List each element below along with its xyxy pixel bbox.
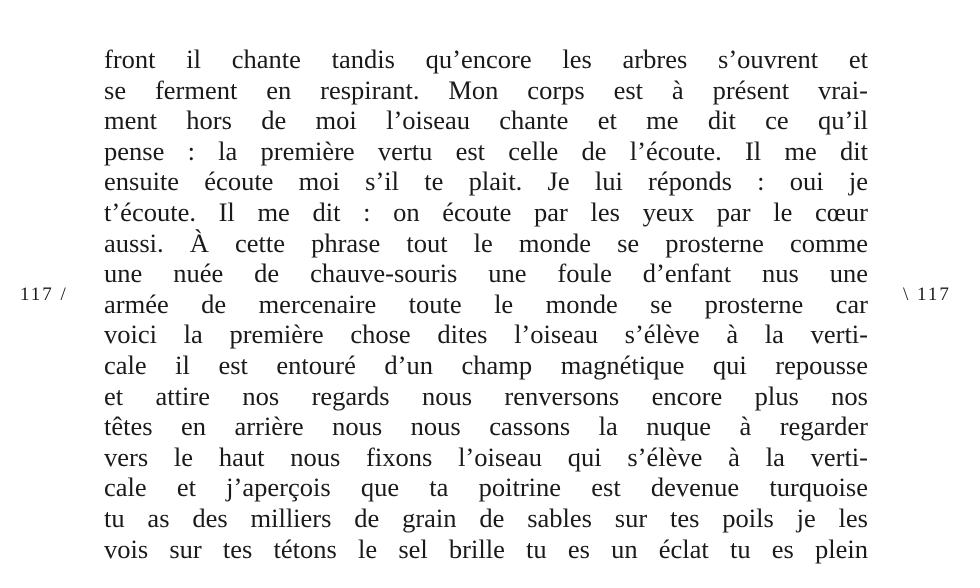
text-line: voici la première chose dites l’oiseau s’élève à la verti- [104, 319, 868, 350]
body-text [104, 44, 868, 564]
text-line: vois sur tes tétons le sel brille tu es un éclat tu es plein [104, 533, 868, 564]
text-line: armée de mercenaire toute le monde se prosterne car [104, 288, 868, 319]
text-line: tu as des milliers de grain de sables sur tes poils je les [104, 502, 868, 533]
text-line: une nuée de chauve-souris une foule d’enfant nus une [104, 258, 868, 289]
text-line: pense : la première vertu est celle de l’écoute. Il me dit [104, 135, 868, 166]
text-line: ment hors de moi l’oiseau chante et me dit ce qu’il [104, 105, 868, 136]
text-line: cale il est entouré d’un champ magnétique qui repousse [104, 349, 868, 380]
text-line: et attire nos regards nous renversons encore plus nos [104, 380, 868, 411]
text-line: aussi. À cette phrase tout le monde se prosterne comme [104, 227, 868, 258]
text-line: cale et j’aperçois que ta poitrine est devenue turquoise [104, 472, 868, 503]
text-line: têtes en arrière nous nous cassons la nuque à regarder [104, 411, 868, 442]
text-line: t’écoute. Il me dit : on écoute par les yeux par le cœur [104, 196, 868, 227]
text-line: vers le haut nous fixons l’oiseau qui s’élève à la verti- [104, 441, 868, 472]
text-line: front il chante tandis qu’encore les arbres s’ouvrent et [104, 44, 868, 74]
page-number-right: \ 117 [903, 284, 951, 305]
text-line: se ferment en respirant. Mon corps est à présent vrai- [104, 74, 868, 105]
text-line: ensuite écoute moi s’il te plait. Je lui réponds : oui je [104, 166, 868, 197]
page-number-left: 117 / [20, 284, 68, 305]
